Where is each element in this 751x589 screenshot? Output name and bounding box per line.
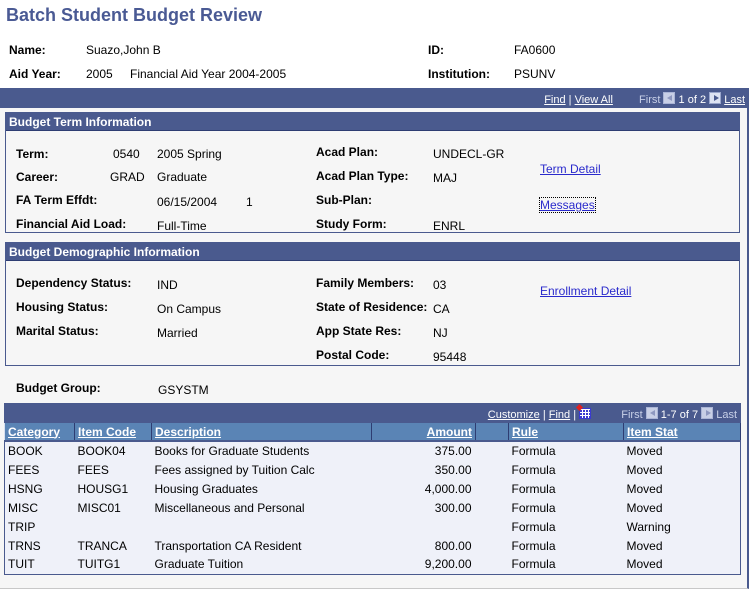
cell-description: Miscellaneous and Personal	[154, 500, 305, 515]
acad-plan-value: UNDECL-GR	[433, 147, 505, 161]
nav-separator: |	[573, 409, 577, 421]
cell-blank	[476, 555, 509, 574]
marital-status-value: Married	[157, 326, 198, 340]
cell-blank	[476, 517, 509, 536]
career-label: Career:	[16, 170, 59, 184]
term-scroll-area	[0, 88, 749, 589]
aid-year-label: Aid Year:	[9, 67, 61, 81]
institution-value: PSUNV	[514, 67, 556, 81]
cell-amount: 9,200.00	[424, 557, 472, 572]
grid-row-position: 1-7 of 7	[660, 409, 699, 421]
cell-item-stat: Moved	[626, 538, 663, 553]
cell-category: MISC	[8, 500, 38, 515]
family-members-label: Family Members:	[316, 276, 415, 290]
grid-last-label: Last	[716, 409, 737, 421]
cell-rule: Formula	[511, 444, 556, 458]
cell-category: TUIT	[8, 557, 35, 572]
cell-item-code: BOOK04	[77, 444, 126, 458]
housing-status-value: On Campus	[157, 302, 222, 316]
term-detail-link[interactable]: Term Detail	[540, 162, 601, 176]
career-description: Graduate	[157, 170, 208, 184]
term-code: 0540	[113, 147, 140, 161]
table-row	[5, 479, 741, 498]
aid-year-description: Financial Aid Year 2004-2005	[130, 67, 287, 81]
cell-item-stat: Moved	[626, 500, 663, 515]
grid-next-arrow-icon	[701, 407, 713, 419]
grid-find-link[interactable]: Find	[548, 409, 571, 421]
study-form-value: ENRL	[433, 219, 466, 233]
nav-separator: |	[542, 409, 546, 421]
budget-demographic-header: Budget Demographic Information	[6, 243, 739, 261]
previous-arrow-icon	[663, 92, 675, 104]
cell-description: Graduate Tuition	[154, 557, 244, 572]
cell-blank	[476, 536, 509, 555]
col-rule[interactable]: Rule	[509, 423, 624, 441]
id-value: FA0600	[514, 43, 556, 57]
messages-link[interactable]: Messages	[540, 198, 595, 212]
table-row	[5, 460, 741, 479]
cell-item-code: FEES	[77, 462, 109, 477]
cell-rule: Formula	[511, 519, 556, 534]
col-blank	[476, 423, 509, 441]
term-label: Term:	[16, 147, 49, 161]
budget-items-grid	[4, 403, 741, 589]
grid-navbar	[4, 403, 741, 423]
table-row	[5, 441, 741, 460]
fa-term-effseq: 1	[246, 195, 253, 209]
view-all-link[interactable]: View All	[574, 94, 613, 106]
customize-link[interactable]: Customize	[487, 409, 540, 421]
table-row	[5, 498, 741, 517]
postal-code-label: Postal Code:	[316, 348, 390, 362]
cell-rule: Formula	[511, 462, 556, 477]
grid-first-label: First	[621, 409, 643, 421]
cell-amount: 375.00	[434, 444, 472, 458]
cell-item-code: TUITG1	[77, 557, 121, 572]
postal-code-value: 95448	[433, 350, 467, 364]
cell-item-code: MISC01	[77, 500, 121, 515]
id-label: ID:	[428, 43, 444, 57]
career-code: GRAD	[110, 170, 145, 184]
cell-item-stat: Warning	[626, 519, 671, 534]
cell-item-stat: Moved	[626, 444, 663, 458]
name-label: Name:	[9, 43, 46, 57]
acad-plan-type-value: MAJ	[433, 171, 457, 185]
term-scroll-navbar	[0, 88, 749, 108]
cell-rule: Formula	[511, 538, 556, 553]
budget-term-group	[5, 112, 740, 233]
first-label: First	[639, 94, 661, 106]
state-of-residence-label: State of Residence:	[316, 300, 428, 314]
aid-year-code: 2005	[86, 67, 113, 81]
state-of-residence-value: CA	[433, 302, 450, 316]
cell-blank	[476, 441, 509, 460]
institution-label: Institution:	[428, 67, 490, 81]
cell-item-code: TRANCA	[77, 538, 127, 553]
fa-term-effdt-label: FA Term Effdt:	[16, 193, 98, 207]
cell-item-code: HOUSG1	[77, 481, 129, 496]
term-scroll-nav	[544, 92, 745, 106]
study-form-label: Study Form:	[316, 217, 387, 231]
cell-item-stat: Moved	[626, 557, 663, 572]
cell-category: TRNS	[8, 538, 41, 553]
cell-amount	[372, 517, 476, 536]
grid-previous-arrow-icon	[646, 407, 658, 419]
name-value: Suazo,John B	[86, 43, 161, 57]
download-grid-icon[interactable]	[579, 408, 591, 419]
cell-item-stat: Moved	[626, 481, 663, 496]
cell-rule: Formula	[511, 500, 556, 515]
cell-category: FEES	[8, 462, 40, 477]
cell-blank	[476, 460, 509, 479]
find-link[interactable]: Find	[544, 94, 566, 106]
app-state-res-label: App State Res:	[316, 324, 402, 338]
col-amount[interactable]: Amount	[372, 423, 476, 441]
budget-group-label: Budget Group:	[16, 381, 101, 395]
table-row	[5, 536, 741, 555]
fa-load-value: Full-Time	[157, 219, 207, 233]
row-position: 1 of 2	[678, 94, 707, 106]
cell-blank	[476, 498, 509, 517]
budget-demographic-group	[5, 242, 740, 366]
page-title: Batch Student Budget Review	[6, 5, 263, 25]
cell-amount: 4,000.00	[424, 481, 472, 496]
cell-rule: Formula	[511, 557, 556, 572]
nav-separator: |	[568, 94, 572, 106]
app-state-res-value: NJ	[433, 326, 448, 340]
term-description: 2005 Spring	[157, 147, 222, 161]
housing-status-label: Housing Status:	[16, 300, 108, 314]
table-row	[5, 517, 741, 536]
acad-plan-type-label: Acad Plan Type:	[316, 169, 409, 183]
next-arrow-icon[interactable]	[709, 92, 721, 104]
budget-items-table	[4, 423, 741, 575]
acad-plan-label: Acad Plan:	[316, 145, 379, 159]
cell-item-code	[75, 517, 152, 536]
col-item-code[interactable]: Item Code	[75, 423, 152, 441]
fa-load-label: Financial Aid Load:	[16, 217, 127, 231]
cell-category: TRIP	[8, 519, 36, 534]
fa-term-effdt-value: 06/15/2004	[157, 195, 218, 209]
cell-blank	[476, 479, 509, 498]
dependency-status-value: IND	[157, 278, 178, 292]
dependency-status-label: Dependency Status:	[16, 276, 132, 290]
col-item-stat[interactable]: Item Stat	[624, 423, 741, 441]
last-link[interactable]: Last	[724, 94, 745, 106]
cell-category: HSNG	[8, 481, 43, 496]
cell-description: Fees assigned by Tuition Calc	[154, 462, 315, 477]
cell-rule: Formula	[511, 481, 556, 496]
cell-description: Housing Graduates	[154, 481, 258, 496]
budget-term-header: Budget Term Information	[6, 113, 739, 131]
cell-amount: 800.00	[434, 538, 472, 553]
table-header-row	[5, 423, 741, 441]
cell-amount: 350.00	[434, 462, 472, 477]
grid-nav	[488, 407, 737, 421]
col-category[interactable]: Category	[5, 423, 75, 441]
cell-description	[152, 517, 372, 536]
col-description[interactable]: Description	[152, 423, 372, 441]
enrollment-detail-link[interactable]: Enrollment Detail	[540, 284, 632, 298]
sub-plan-label: Sub-Plan:	[316, 193, 372, 207]
cell-category: BOOK	[8, 444, 43, 458]
table-row	[5, 555, 741, 574]
budget-group-value: GSYSTM	[158, 383, 209, 397]
family-members-value: 03	[433, 278, 447, 292]
cell-item-stat: Moved	[626, 462, 663, 477]
cell-amount: 300.00	[434, 500, 472, 515]
marital-status-label: Marital Status:	[16, 324, 99, 338]
cell-description: Books for Graduate Students	[154, 444, 310, 458]
cell-description: Transportation CA Resident	[154, 538, 302, 553]
